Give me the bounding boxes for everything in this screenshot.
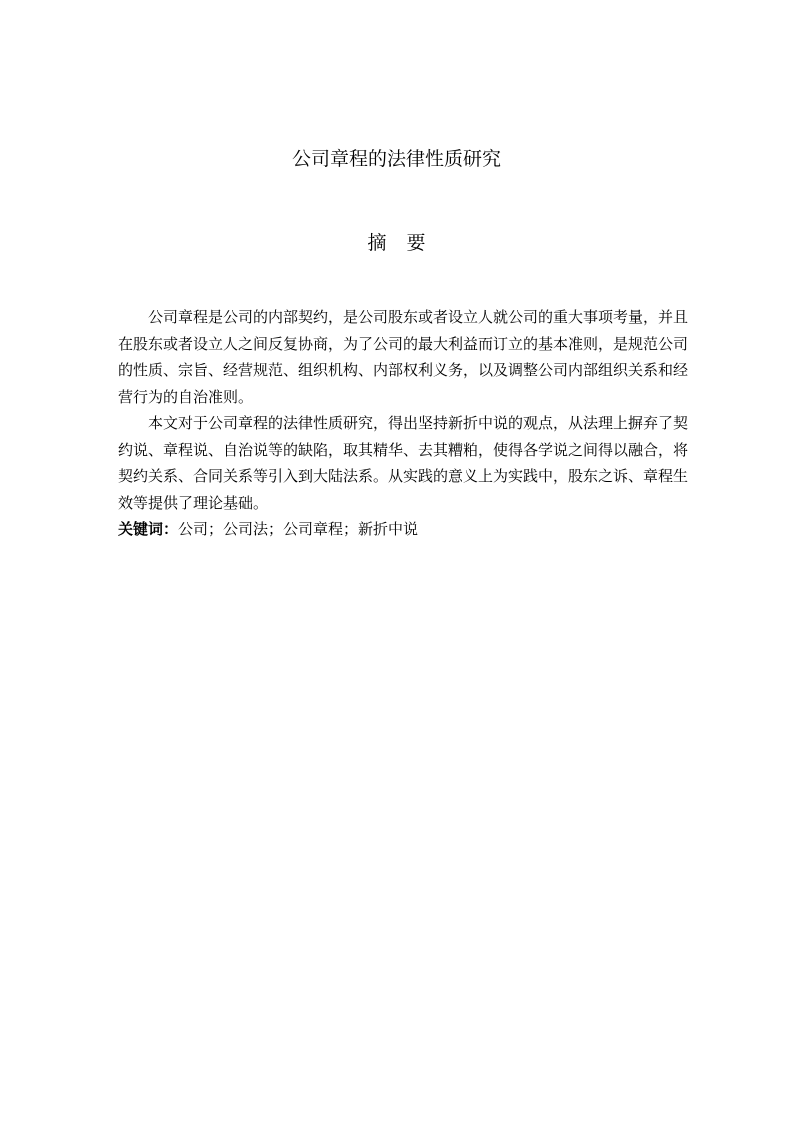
keywords-label: 关键词： [118,520,179,538]
keywords-text: 公司；公司法；公司章程；新折中说 [178,520,419,538]
abstract-paragraph-1: 公司章程是公司的内部契约，是公司股东或者设立人就公司的重大事项考量，并且在股东或者设立人之间反复协商，为了公司的最大利益而订立的基本准则，是规范公司的性质、宗旨、经营规范、组织机构、内部权利义务，以及调整公司内部组织关系和经营行为的自治准则。 [118,308,689,406]
document-title: 公司章程的法律性质研究 [291,148,501,170]
abstract-heading: 摘要 [367,232,446,254]
abstract-body [118,304,688,543]
keywords-line [118,516,688,543]
abstract-paragraph-2: 本文对于公司章程的法律性质研究，得出坚持新折中说的观点，从法理上摒弃了契约说、章程说、自治说等的缺陷，取其精华、去其糟粕，使得各学说之间得以融合，将契约关系、合同关系等引入到大陆法系。从实践的意义上为实践中，股东之诉、章程生效等提供了理论基础。 [118,414,689,512]
